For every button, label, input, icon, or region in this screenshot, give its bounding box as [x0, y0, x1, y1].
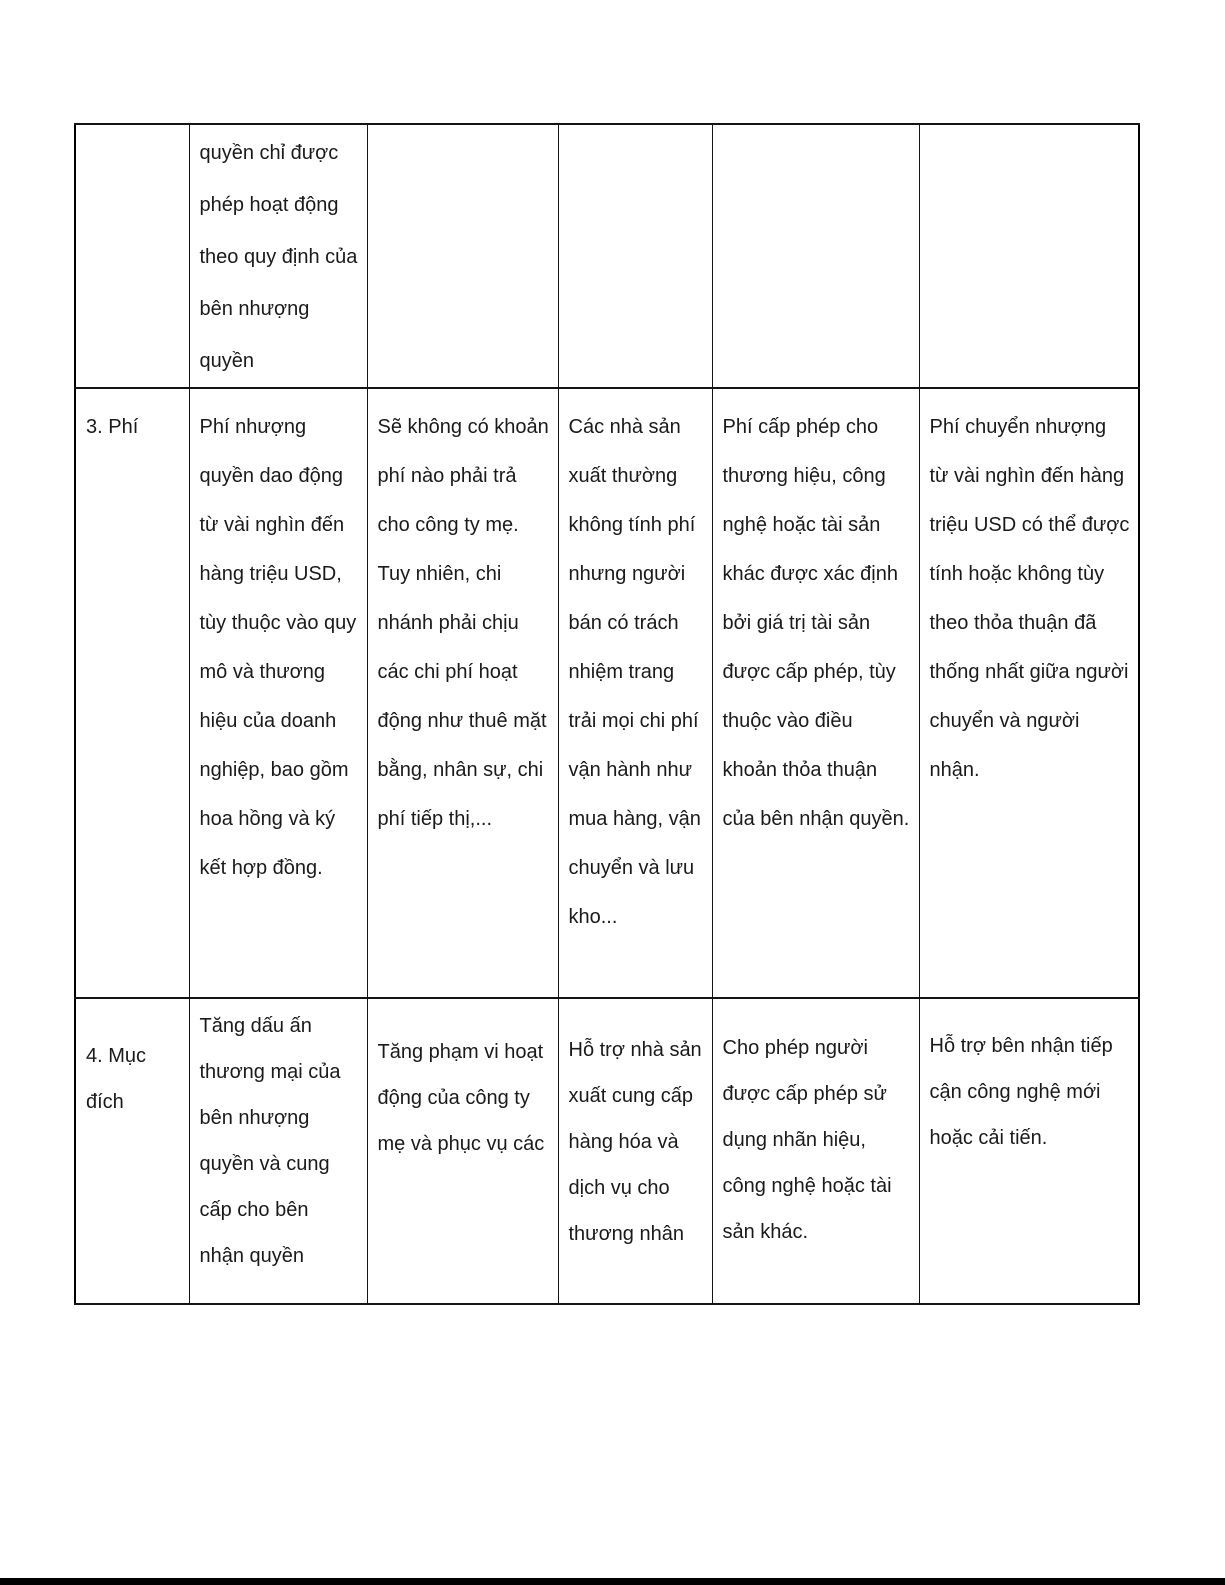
cell-fee-col5: Phí cấp phép cho thương hiệu, công nghệ hoặc tài sản khác được xác định bởi giá trị tài sản được cấp phép, tùy thuộc vào điều khoản thỏa thuận của bên nhận quyền. [712, 388, 919, 998]
table-row-continuation [75, 124, 1139, 388]
cell-cont-col3 [367, 124, 558, 388]
cell-fee-col2: Phí nhượng quyền dao động từ vài nghìn đến hàng triệu USD, tùy thuộc vào quy mô và thương hiệu của doanh nghiệp, bao gồm hoa hồng và ký kết hợp đồng. [189, 388, 367, 998]
cell-purpose-col3: Tăng phạm vi hoạt động của công ty mẹ và phục vụ các [367, 998, 558, 1304]
cell-cont-col5 [712, 124, 919, 388]
cell-purpose-col2: Tăng dấu ấn thương mại của bên nhượng quyền và cung cấp cho bên nhận quyền [189, 998, 367, 1304]
table-row-purpose [75, 998, 1139, 1304]
cell-purpose-col4: Hỗ trợ nhà sản xuất cung cấp hàng hóa và dịch vụ cho thương nhân [558, 998, 712, 1304]
cell-fee-col4: Các nhà sản xuất thường không tính phí nhưng người bán có trách nhiệm trang trải mọi chi phí vận hành như mua hàng, vận chuyển và lưu kho... [558, 388, 712, 998]
cell-purpose-label: 4. Mục đích [75, 998, 189, 1304]
cell-cont-label [75, 124, 189, 388]
cell-fee-col6: Phí chuyển nhượng từ vài nghìn đến hàng triệu USD có thể được tính hoặc không tùy theo thỏa thuận đã thống nhất giữa người chuyển và người nhận. [919, 388, 1139, 998]
cell-purpose-col5: Cho phép người được cấp phép sử dụng nhãn hiệu, công nghệ hoặc tài sản khác. [712, 998, 919, 1304]
cell-purpose-col6: Hỗ trợ bên nhận tiếp cận công nghệ mới hoặc cải tiến. [919, 998, 1139, 1304]
comparison-table [74, 123, 1140, 1305]
cell-cont-col4 [558, 124, 712, 388]
cell-cont-col2: quyền chỉ được phép hoạt động theo quy định của bên nhượng quyền [189, 124, 367, 388]
cell-fee-label: 3. Phí [75, 388, 189, 998]
cell-cont-col6 [919, 124, 1139, 388]
cell-fee-col3: Sẽ không có khoản phí nào phải trả cho công ty mẹ. Tuy nhiên, chi nhánh phải chịu các chi phí hoạt động như thuê mặt bằng, nhân sự, chi phí tiếp thị,... [367, 388, 558, 998]
table-row-fee [75, 388, 1139, 998]
page-bottom-divider [0, 1578, 1225, 1585]
